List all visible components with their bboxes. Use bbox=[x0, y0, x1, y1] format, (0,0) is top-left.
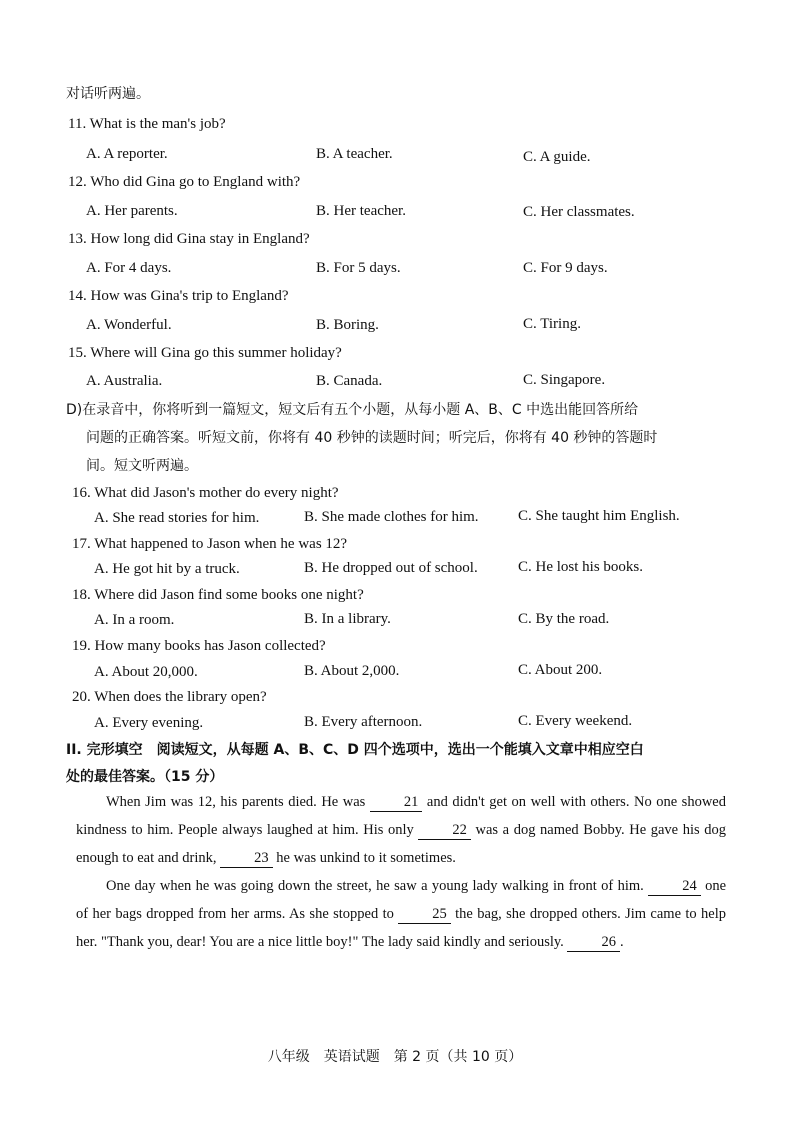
option-20-c: C. Every weekend. bbox=[518, 713, 633, 729]
option-17-c: C. He lost his books. bbox=[518, 559, 644, 575]
page-footer: 八年级 英语试题 第 2 页（共 10 页） bbox=[267, 1049, 523, 1065]
option-14-b: B. Boring. bbox=[316, 317, 379, 333]
option-18-c: C. By the road. bbox=[518, 611, 610, 627]
option-13-a: A. For 4 days. bbox=[86, 260, 172, 276]
option-15-c: C. Singapore. bbox=[523, 372, 606, 388]
option-17-a: A. He got hit by a truck. bbox=[94, 561, 240, 577]
section-ii-instruction-line-2: 处的最佳答案。（15 分） bbox=[66, 769, 224, 785]
option-12-c: C. Her classmates. bbox=[523, 204, 635, 220]
cloze-blank-21: 21 bbox=[370, 793, 423, 812]
option-11-c: C. A guide. bbox=[523, 149, 591, 165]
option-19-c: C. About 200. bbox=[518, 662, 603, 678]
section-d-instruction-line-1: D)在录音中，你将听到一篇短文，短文后有五个小题，从每小题 A、B、C 中选出能回答所给 bbox=[66, 402, 639, 418]
option-19-a: A. About 20,000. bbox=[94, 664, 198, 680]
cloze-blank-24: 24 bbox=[648, 877, 701, 896]
question-17: 17. What happened to Jason when he was 12? bbox=[72, 536, 348, 552]
option-15-a: A. Australia. bbox=[86, 373, 163, 389]
question-12: 12. Who did Gina go to England with? bbox=[68, 174, 301, 190]
cloze-blank-23: 23 bbox=[220, 849, 273, 868]
option-11-a: A. A reporter. bbox=[86, 146, 168, 162]
option-16-a: A. She read stories for him. bbox=[94, 510, 260, 526]
question-14: 14. How was Gina's trip to England? bbox=[68, 288, 289, 304]
cloze-paragraph-2: One day when he was going down the street, he saw a young lady walking in front of him. 24 one of her bags dropped from her arms. As she stopped to 25 the bag, she dropped others. Jim came to help her. "Thank you, dear! You are a nice little boy!" The lady said kindly and seriously. 26 . bbox=[76, 878, 726, 950]
option-16-b: B. She made clothes for him. bbox=[304, 509, 479, 525]
section-ii-instruction-line-1: II. 完形填空 阅读短文，从每题 A、B、C、D 四个选项中，选出一个能填入文章中相应空白 bbox=[66, 742, 644, 758]
option-14-a: A. Wonderful. bbox=[86, 317, 172, 333]
listening-instruction-tail: 对话听两遍。 bbox=[66, 86, 150, 102]
option-18-b: B. In a library. bbox=[304, 611, 391, 627]
cloze-blank-26: 26 bbox=[567, 933, 620, 952]
option-12-a: A. Her parents. bbox=[86, 203, 178, 219]
section-d-instruction-line-3: 间。短文听两遍。 bbox=[86, 458, 198, 474]
option-20-a: A. Every evening. bbox=[94, 715, 204, 731]
question-13: 13. How long did Gina stay in England? bbox=[68, 231, 310, 247]
option-17-b: B. He dropped out of school. bbox=[304, 560, 478, 576]
option-19-b: B. About 2,000. bbox=[304, 663, 400, 679]
option-15-b: B. Canada. bbox=[316, 373, 383, 389]
option-20-b: B. Every afternoon. bbox=[304, 714, 423, 730]
question-18: 18. Where did Jason find some books one night? bbox=[72, 587, 364, 603]
section-d-instruction-line-2: 问题的正确答案。听短文前，你将有 40 秒钟的读题时间；听完后，你将有 40 秒钟的答题时 bbox=[86, 430, 658, 446]
option-16-c: C. She taught him English. bbox=[518, 508, 680, 524]
option-13-c: C. For 9 days. bbox=[523, 260, 608, 276]
option-12-b: B. Her teacher. bbox=[316, 203, 406, 219]
cloze-blank-25: 25 bbox=[398, 905, 451, 924]
option-11-b: B. A teacher. bbox=[316, 146, 393, 162]
cloze-paragraph-1: When Jim was 12, his parents died. He was 21 and didn't get on well with others. No one showed kindness to him. People always laughed at him. His only 22 was a dog named Bobby. He gave his dog enough to eat and drink, 23 he was unkind to it sometimes. bbox=[76, 794, 726, 866]
question-11: 11. What is the man's job? bbox=[68, 116, 226, 132]
question-20: 20. When does the library open? bbox=[72, 689, 267, 705]
question-15: 15. Where will Gina go this summer holiday? bbox=[68, 345, 342, 361]
option-14-c: C. Tiring. bbox=[523, 316, 581, 332]
question-16: 16. What did Jason's mother do every night? bbox=[72, 485, 339, 501]
cloze-blank-22: 22 bbox=[418, 821, 471, 840]
question-19: 19. How many books has Jason collected? bbox=[72, 638, 326, 654]
option-18-a: A. In a room. bbox=[94, 612, 175, 628]
option-13-b: B. For 5 days. bbox=[316, 260, 401, 276]
